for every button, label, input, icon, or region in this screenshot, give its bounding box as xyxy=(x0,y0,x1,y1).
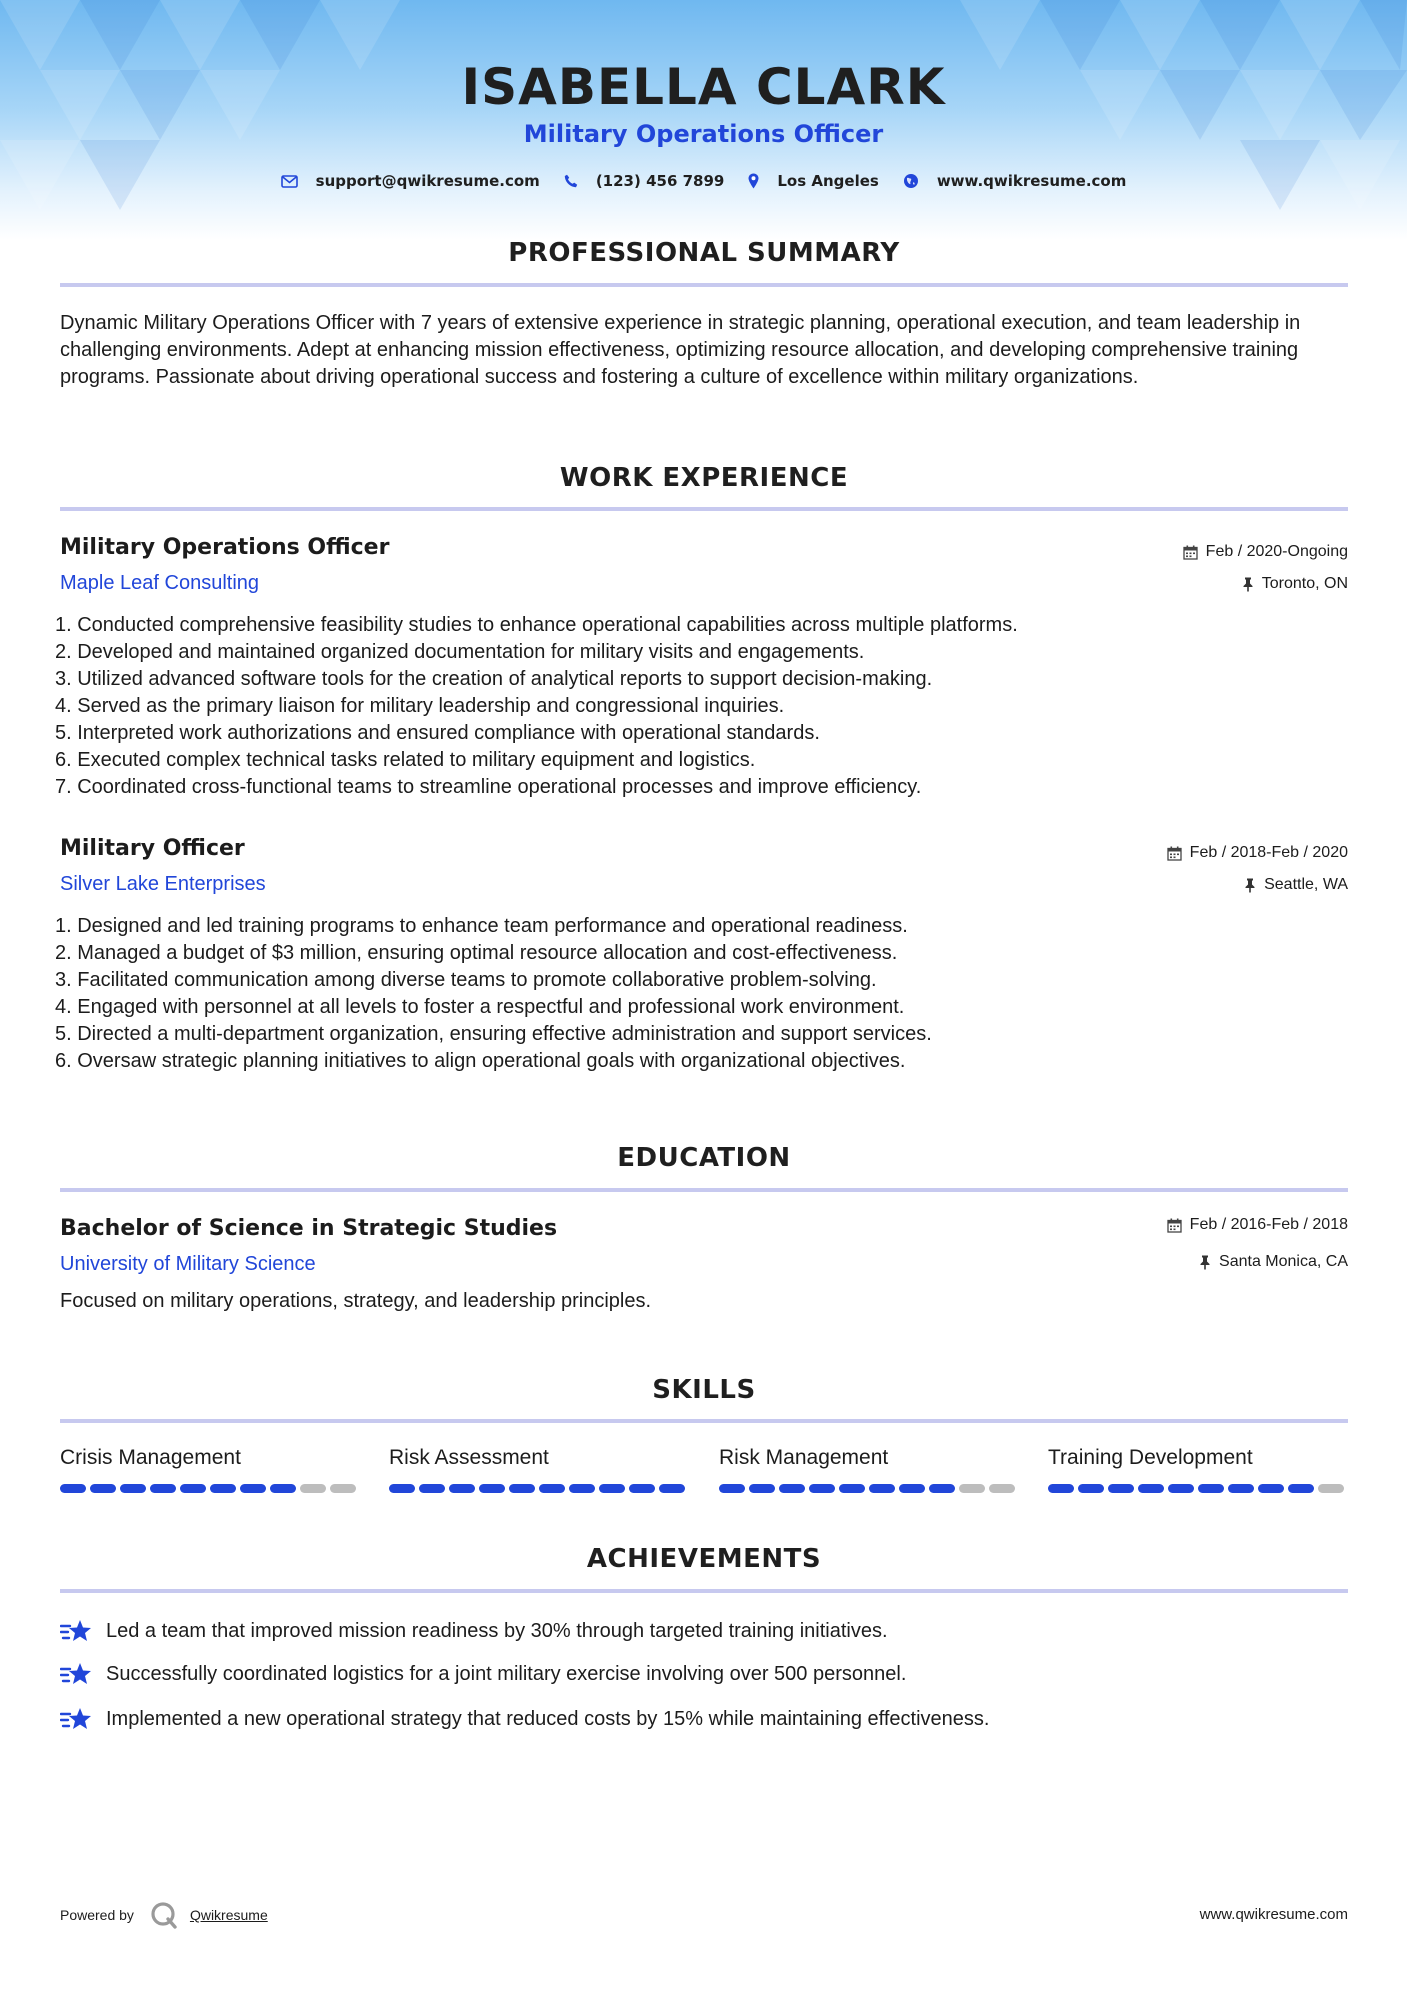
skill-dot-filled xyxy=(419,1484,445,1493)
bullet-item: 5. Directed a multi-department organization, ensuring effective administration and support services. xyxy=(55,1023,932,1045)
pushpin-icon xyxy=(1242,577,1254,592)
skill-dot-filled xyxy=(719,1484,745,1493)
skill-dot-empty xyxy=(330,1484,356,1493)
skill-dot-filled xyxy=(1258,1484,1284,1493)
skill-dot-filled xyxy=(1198,1484,1224,1493)
contact-email[interactable] xyxy=(281,172,540,190)
skill-dot-empty xyxy=(300,1484,326,1493)
bullet-item: 6. Executed complex technical tasks related to military equipment and logistics. xyxy=(55,749,756,771)
contact-phone[interactable] xyxy=(564,172,725,190)
footer-powered xyxy=(60,1900,268,1930)
skills-heading: SKILLS xyxy=(652,1375,756,1405)
pushpin-icon xyxy=(1199,1255,1211,1270)
achievements-heading: ACHIEVEMENTS xyxy=(586,1544,822,1574)
bullet-item: 5. Interpreted work authorizations and ensured compliance with operational standards. xyxy=(55,722,820,744)
skill-dot-empty xyxy=(959,1484,985,1493)
skill-dot-filled xyxy=(389,1484,415,1493)
skill-dot-filled xyxy=(1078,1484,1104,1493)
education-dates xyxy=(1167,1216,1348,1234)
job-title: Military Operations Officer xyxy=(60,535,390,560)
skill-dot-filled xyxy=(569,1484,595,1493)
phone-text: (123) 456 7899 xyxy=(595,172,725,190)
skill-dot-filled xyxy=(60,1484,86,1493)
education-location xyxy=(1199,1253,1348,1271)
bullet-item: 7. Coordinated cross-functional teams to streamline operational processes and improve efficiency. xyxy=(55,776,922,798)
skill-dot-filled xyxy=(869,1484,895,1493)
bullet-item: 2. Developed and maintained organized documentation for military visits and engagements. xyxy=(55,641,865,663)
job-location-text: Seattle, WA xyxy=(1264,876,1348,893)
pushpin-icon xyxy=(1244,878,1256,893)
star-icon xyxy=(60,1617,92,1645)
job-bullets xyxy=(55,913,1255,1075)
envelope-icon xyxy=(281,175,298,188)
skill-dot-filled xyxy=(749,1484,775,1493)
skill-dot-filled xyxy=(539,1484,565,1493)
skill-item xyxy=(60,1446,360,1493)
star-icon xyxy=(60,1705,92,1733)
experience-heading: WORK EXPERIENCE xyxy=(559,463,849,493)
star-icon xyxy=(60,1660,92,1688)
skill-dot-filled xyxy=(779,1484,805,1493)
calendar-icon xyxy=(1183,545,1198,560)
education-heading: EDUCATION xyxy=(617,1143,791,1173)
contact-location xyxy=(748,172,878,190)
brand-link[interactable]: Qwikresume xyxy=(189,1907,268,1923)
school-name: University of Military Science xyxy=(60,1253,316,1275)
qwikresume-logo-icon xyxy=(148,1900,182,1930)
skill-dot-filled xyxy=(1168,1484,1194,1493)
skill-level-meter xyxy=(389,1484,689,1493)
skill-name: Risk Management xyxy=(719,1446,889,1469)
skill-dot-empty xyxy=(1318,1484,1344,1493)
calendar-icon xyxy=(1167,1218,1182,1233)
education-location-text: Santa Monica, CA xyxy=(1219,1253,1348,1270)
education-description: Focused on military operations, strategy, and leadership principles. xyxy=(60,1290,652,1312)
job-dates-text: Feb / 2020-Ongoing xyxy=(1205,543,1348,560)
bullet-item: 1. Designed and led training programs to enhance team performance and operational readiness. xyxy=(55,915,908,937)
experience-divider xyxy=(60,507,1348,511)
skill-item xyxy=(1048,1446,1348,1493)
powered-by-label: Powered by xyxy=(60,1907,134,1923)
bullet-item: 3. Facilitated communication among diverse teams to promote collaborative problem-solving. xyxy=(55,969,877,991)
skill-dot-filled xyxy=(479,1484,505,1493)
contact-bar xyxy=(0,172,1407,190)
resume-header xyxy=(0,0,1407,240)
skill-dot-filled xyxy=(809,1484,835,1493)
footer-website[interactable]: www.qwikresume.com xyxy=(1199,1906,1348,1923)
job-bullets xyxy=(55,612,1255,801)
email-text: support@qwikresume.com xyxy=(315,172,540,190)
education-dates-text: Feb / 2016-Feb / 2018 xyxy=(1189,1216,1348,1233)
skill-dot-filled xyxy=(1288,1484,1314,1493)
skill-name: Crisis Management xyxy=(60,1446,241,1469)
bullet-item: 4. Served as the primary liaison for military leadership and congressional inquiries. xyxy=(55,695,785,717)
achievement-text: Implemented a new operational strategy that reduced costs by 15% while maintaining effectiveness. xyxy=(106,1707,990,1730)
job-dates xyxy=(1167,844,1348,862)
globe-icon xyxy=(903,173,919,189)
skill-dot-filled xyxy=(90,1484,116,1493)
skill-dot-filled xyxy=(210,1484,236,1493)
candidate-role: Military Operations Officer xyxy=(523,120,884,148)
achievement-item xyxy=(60,1617,888,1645)
skill-name: Risk Assessment xyxy=(389,1446,549,1469)
skill-dot-filled xyxy=(150,1484,176,1493)
map-pin-icon xyxy=(748,173,759,189)
job-location xyxy=(1242,575,1348,593)
skill-dot-filled xyxy=(899,1484,925,1493)
skill-dot-filled xyxy=(270,1484,296,1493)
skill-dot-filled xyxy=(1108,1484,1134,1493)
summary-divider xyxy=(60,283,1348,287)
job-location xyxy=(1244,876,1348,894)
bullet-item: 2. Managed a budget of $3 million, ensuring optimal resource allocation and cost-effectiveness. xyxy=(55,942,898,964)
skill-item xyxy=(389,1446,689,1493)
bullet-item: 4. Engaged with personnel at all levels to foster a respectful and professional work environment. xyxy=(55,996,905,1018)
achievements-divider xyxy=(60,1589,1348,1593)
achievement-item xyxy=(60,1660,906,1688)
skill-dot-filled xyxy=(1138,1484,1164,1493)
achievement-text: Successfully coordinated logistics for a joint military exercise involving over 500 personnel. xyxy=(106,1662,907,1685)
education-divider xyxy=(60,1188,1348,1192)
bullet-item: 1. Conducted comprehensive feasibility studies to enhance operational capabilities across multiple platforms. xyxy=(55,614,1018,636)
skill-dot-filled xyxy=(929,1484,955,1493)
location-text: Los Angeles xyxy=(777,172,879,190)
skill-dot-filled xyxy=(1048,1484,1074,1493)
job-title: Military Officer xyxy=(60,836,245,861)
job-dates-text: Feb / 2018-Feb / 2020 xyxy=(1189,844,1348,861)
phone-icon xyxy=(564,174,578,188)
job-company: Maple Leaf Consulting xyxy=(60,572,260,594)
skill-dot-filled xyxy=(659,1484,685,1493)
contact-website[interactable] xyxy=(903,172,1127,190)
summary-text: Dynamic Military Operations Officer with 7 years of extensive experience in strategic planning, operational execution, and team leadership in challenging environments. Adept at enhancing mission effectiveness, optimizing resource allocation, and developing comprehensive training programs. Passionate about driving operational success and fostering a culture of excellence within military organizations. xyxy=(60,312,1301,388)
bullet-item: 3. Utilized advanced software tools for the creation of analytical reports to support decision-making. xyxy=(55,668,933,690)
skill-dot-filled xyxy=(1228,1484,1254,1493)
achievement-item xyxy=(60,1705,989,1733)
bullet-item: 6. Oversaw strategic planning initiatives to align operational goals with organizational objectives. xyxy=(55,1050,906,1072)
skill-name: Training Development xyxy=(1048,1446,1253,1469)
job-dates xyxy=(1183,543,1348,561)
calendar-icon xyxy=(1167,846,1182,861)
skill-dot-filled xyxy=(509,1484,535,1493)
summary-heading: PROFESSIONAL SUMMARY xyxy=(508,238,900,268)
skill-dot-filled xyxy=(180,1484,206,1493)
skill-level-meter xyxy=(60,1484,360,1493)
skill-dot-filled xyxy=(120,1484,146,1493)
skills-divider xyxy=(60,1419,1348,1423)
degree-title: Bachelor of Science in Strategic Studies xyxy=(60,1216,558,1241)
job-company: Silver Lake Enterprises xyxy=(60,873,266,895)
job-location-text: Toronto, ON xyxy=(1261,575,1348,592)
candidate-name: ISABELLA CLARK xyxy=(461,58,946,116)
skill-item xyxy=(719,1446,1019,1493)
skill-dot-filled xyxy=(449,1484,475,1493)
achievement-text: Led a team that improved mission readiness by 30% through targeted training initiatives. xyxy=(106,1619,888,1642)
website-text: www.qwikresume.com xyxy=(936,172,1127,190)
skill-dot-filled xyxy=(629,1484,655,1493)
skill-dot-filled xyxy=(839,1484,865,1493)
skill-dot-filled xyxy=(599,1484,625,1493)
skill-dot-empty xyxy=(989,1484,1015,1493)
skill-dot-filled xyxy=(240,1484,266,1493)
skill-level-meter xyxy=(1048,1484,1348,1493)
skill-level-meter xyxy=(719,1484,1019,1493)
